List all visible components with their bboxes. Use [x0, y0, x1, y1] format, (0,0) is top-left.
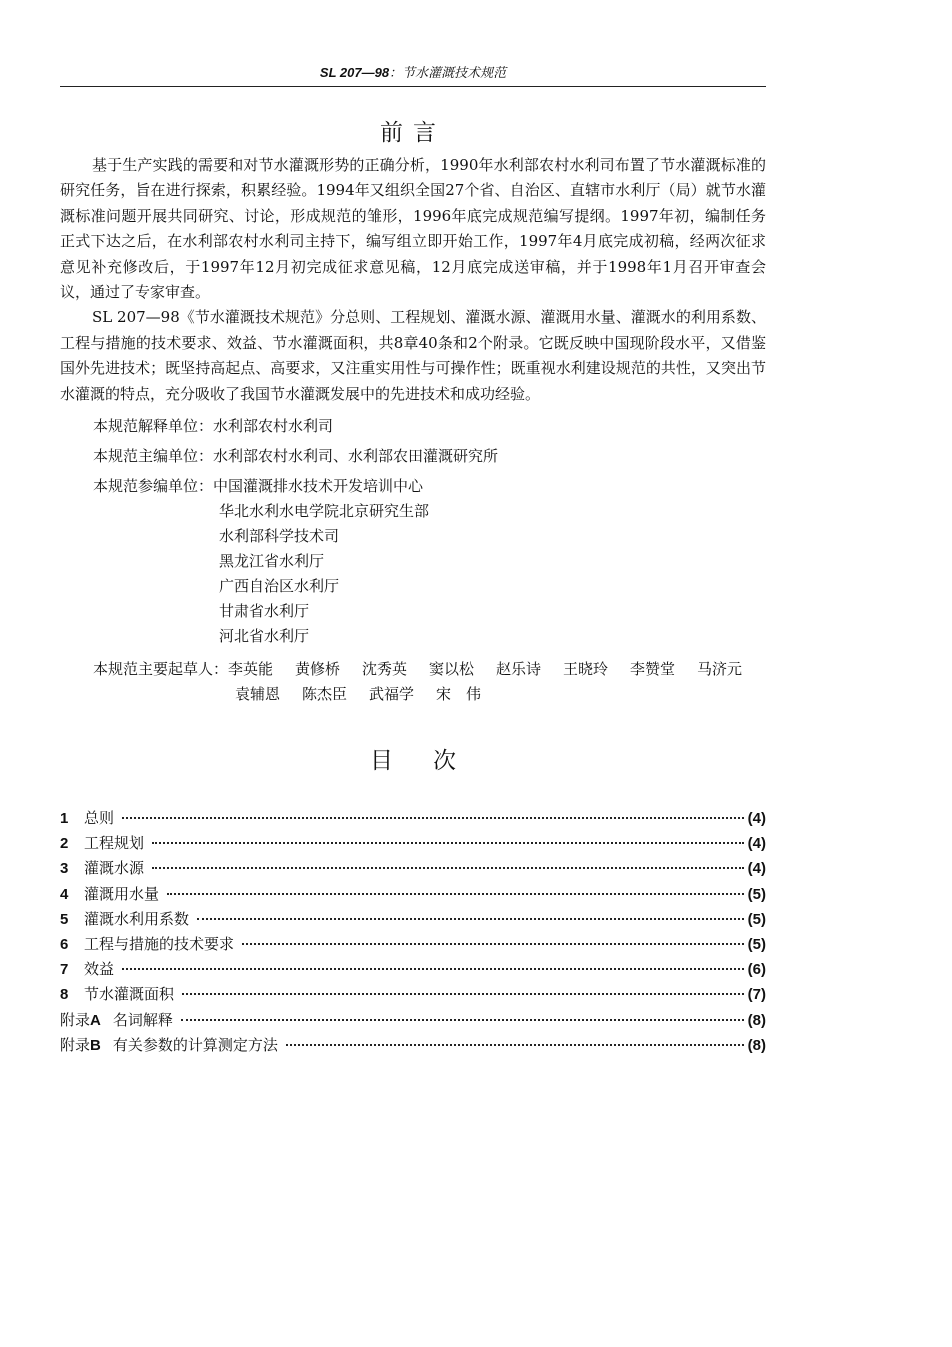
toc-entry-page: (5): [747, 885, 766, 903]
toc-entry-label: 灌溉用水量: [84, 884, 160, 903]
toc-entry-page: (4): [747, 810, 766, 827]
participating-unit: 华北水利水电学院北京研究生部: [219, 502, 430, 520]
preface-title: 前言: [380, 120, 446, 146]
toc-entry-page: (8): [747, 1011, 766, 1029]
drafter-name: 宋 伟: [436, 685, 482, 703]
participating-units: [93, 474, 766, 649]
toc-leader-dots: [182, 993, 744, 995]
toc-entry-label: 效益: [84, 960, 115, 979]
participating-unit: 水利部科学技术司: [219, 527, 340, 545]
drafter-name: 黄修桥: [295, 660, 341, 678]
participating-unit: 河北省水利厅: [219, 627, 310, 645]
toc-entry-page: (4): [747, 860, 766, 878]
toc-leader-dots: [167, 893, 744, 895]
drafter-name: 李赞堂: [630, 660, 676, 678]
interpretation-unit-line: 本规范解释单位：水利部农村水利司: [93, 417, 334, 435]
toc-entry-water-source[interactable]: [60, 857, 766, 882]
chief-editor-unit: [93, 444, 766, 469]
header-separator: ：: [389, 66, 403, 81]
drafter-name: 武福学: [369, 685, 415, 703]
toc-leader-dots: [152, 842, 744, 844]
toc-entry-page: (5): [747, 935, 766, 953]
toc-entry-number: 3: [60, 860, 69, 878]
standard-code: SL 207—98: [319, 65, 390, 80]
toc-leader-dots: [122, 968, 744, 970]
toc-entry-page: (4): [747, 835, 766, 853]
drafter-name: 窦以松: [429, 660, 475, 678]
toc-appendix-letter: A: [90, 1011, 101, 1029]
toc-entry-label: 工程规划: [84, 834, 145, 853]
participating-unit: 中国灌溉排水技术开发培训中心: [213, 477, 424, 495]
toc-entry-page: (8): [747, 1036, 766, 1054]
toc-entry-number: 1: [60, 810, 69, 827]
chief-editor-unit-line: 本规范主编单位：水利部农村水利司、水利部农田灌溉研究所: [93, 447, 499, 465]
toc-entry-appendix-a[interactable]: [60, 1009, 766, 1034]
toc-title: 目次: [370, 748, 496, 774]
toc-entry-number: 5: [60, 910, 69, 928]
drafters-label: 本规范主要起草人：: [93, 660, 229, 678]
toc-entry-number: 4: [60, 885, 69, 903]
toc-leader-dots: [242, 943, 744, 945]
toc-appendix-prefix: 附录: [60, 1010, 91, 1029]
toc-entry-utilization[interactable]: [60, 908, 766, 933]
toc-entry-technical-requirements[interactable]: [60, 933, 766, 958]
toc-leader-dots: [122, 817, 744, 819]
toc-leader-dots: [286, 1044, 744, 1046]
drafters-row-1: [93, 657, 766, 682]
preface-paragraph-2: SL 207—98《节水灌溉技术规范》分总则、工程规划、灌溉水源、灌溉用水量、灌溉水的利用系数、工程与措施的技术要求、效益、节水灌溉面积，共8章40条和2个附录。它既反映中国现阶段水平，又借鉴国外先进技术；既坚持高起点、高要求，又注重实用性与可操作性；既重视水利建设规范的共性，又突出节水灌溉的特点，充分吸收了我国节水灌溉发展中的先进技术和成功经验。: [60, 308, 766, 403]
toc-leader-dots: [197, 918, 744, 920]
toc-appendix-id: [60, 1009, 113, 1030]
drafter-name: 陈杰臣: [302, 685, 348, 703]
toc-leader-dots: [181, 1019, 744, 1021]
drafter-name: 李英能: [228, 660, 274, 678]
toc-entry-benefits[interactable]: [60, 958, 766, 983]
toc-entry-label: 有关参数的计算测定方法: [112, 1035, 278, 1054]
header-rule: [60, 86, 766, 87]
running-header: [60, 62, 766, 81]
toc-entry-number: 6: [60, 935, 69, 953]
main-drafters: [93, 657, 766, 707]
toc-entry-general[interactable]: [60, 807, 766, 832]
participating-unit: 甘肃省水利厅: [219, 602, 310, 620]
participating-units-label: 本规范参编单位：: [93, 477, 214, 495]
participating-unit-line-0: [93, 474, 766, 499]
toc-entry-label: 总则: [84, 809, 115, 827]
toc-appendix-id: [60, 1034, 113, 1055]
drafter-name: 袁辅恩: [235, 685, 281, 703]
toc-entry-page: (5): [747, 910, 766, 928]
drafter-name: 马济元: [697, 660, 743, 678]
drafter-name: 沈秀英: [362, 660, 408, 678]
toc-entry-page: (7): [747, 986, 766, 1004]
toc-entry-label: 工程与措施的技术要求: [84, 934, 235, 953]
participating-unit: 黑龙江省水利厅: [219, 552, 325, 570]
toc-entry-label: 灌溉水源: [84, 859, 145, 878]
header-title: 节水灌溉技术规范: [402, 66, 507, 81]
toc-entry-irrigated-area[interactable]: [60, 983, 766, 1008]
toc-entry-number: 7: [60, 961, 69, 979]
toc-entry-appendix-b[interactable]: [60, 1034, 766, 1059]
toc-entry-page: (6): [747, 961, 766, 979]
toc-entry-number: 8: [60, 986, 69, 1004]
toc-entry-label: 名词解释: [112, 1010, 173, 1029]
toc-appendix-letter: B: [90, 1036, 101, 1054]
drafter-name: 赵乐诗: [496, 660, 542, 678]
preface-paragraph-1: 基于生产实践的需要和对节水灌溉形势的正确分析，1990年水利部农村水利司布置了节水灌溉标准的研究任务，旨在进行探索，积累经验。1994年又组织全国27个省、自治区、直辖市水利厅（局）就节水灌溉标准问题开展共同研究、讨论，形成规范的雏形，1996年底完成规范编写提纲。1997年初，编制任务正式下达之后，在水利部农村水利司主持下，编写组立即开始工作，1997年4月底完成初稿，经两次征求意见补充修改后，于1997年12月初完成征求意见稿，12月底完成送审稿，并于1998年1月召开审查会议，通过了专家审查。: [60, 156, 766, 302]
toc-appendix-prefix: 附录: [60, 1035, 91, 1054]
toc-entry-water-use[interactable]: [60, 883, 766, 908]
interpretation-unit: [93, 414, 766, 439]
participating-unit: 广西自治区水利厅: [219, 577, 340, 595]
drafter-name: 王晓玲: [563, 660, 609, 678]
toc-entry-planning[interactable]: [60, 832, 766, 857]
toc-entry-number: 2: [60, 835, 69, 853]
drafters-row-2: [93, 682, 766, 707]
preface-body: [60, 153, 766, 407]
table-of-contents: [60, 807, 766, 1059]
toc-entry-label: 灌溉水利用系数: [84, 909, 190, 928]
toc-leader-dots: [152, 867, 744, 869]
toc-entry-label: 节水灌溉面积: [84, 985, 175, 1004]
